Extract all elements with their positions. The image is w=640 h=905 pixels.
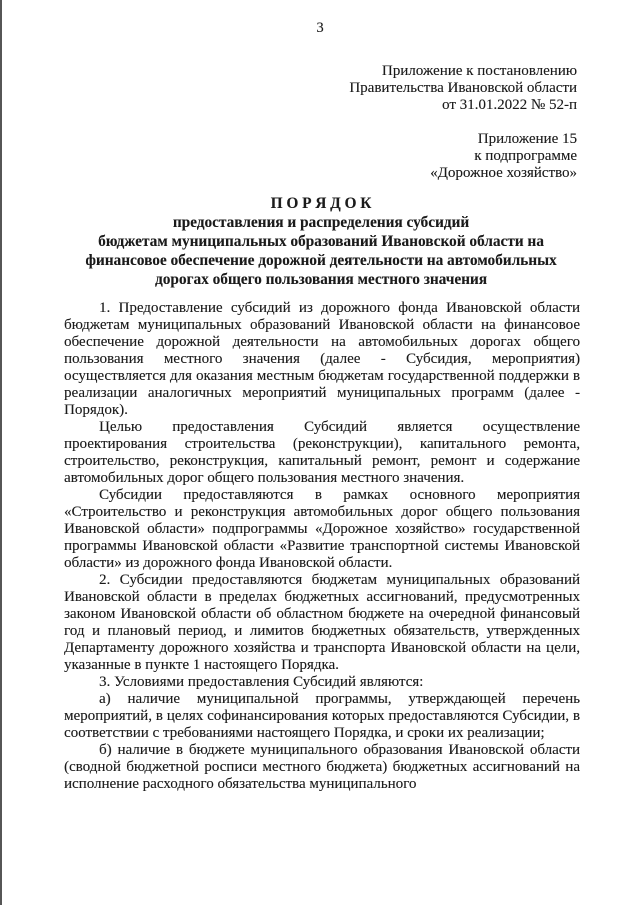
annex-reference-line: от 31.01.2022 № 52-п <box>442 97 577 113</box>
body-paragraph: а) наличие муниципальной программы, утверждающей перечень мероприятий, в целях софинансирования которых предоставляются Субсидии, в соответствии с требованиями настоящего Порядка, и сроки их реализации; <box>64 691 580 741</box>
document-title-line: бюджетам муниципальных образований Ивановской области на <box>98 233 544 250</box>
subprogram-reference <box>0 131 577 182</box>
body-paragraph: б) наличие в бюджете муниципального образования Ивановской области (сводной бюджетной росписи местного бюджета) бюджетных ассигнований на исполнение расходного обязательства муниципального <box>64 742 580 792</box>
document-title-line: П О Р Я Д О К <box>270 195 372 212</box>
document-title-line: предоставления и распределения субсидий <box>172 214 470 231</box>
annex-reference-line: Правительства Ивановской области <box>349 80 577 96</box>
body-paragraph: 3. Условиями предоставления Субсидий являются: <box>99 674 424 690</box>
scan-edge-artifact <box>0 0 2 905</box>
subprogram-reference-line: «Дорожное хозяйство» <box>430 165 577 181</box>
subprogram-reference-line: к подпрограмме <box>474 148 577 164</box>
document-title <box>0 194 640 289</box>
body-paragraph: Целью предоставления Субсидий является осуществление проектирования строительства (реконструкции), капитального ремонта, строительство, реконструкция, капитальный ремонт, ремонт и содержание автомобильных дорог общего пользования местного значения. <box>64 419 580 486</box>
document-title-line: финансовое обеспечение дорожной деятельности на автомобильных <box>85 252 557 269</box>
annex-reference <box>0 63 577 114</box>
document-body <box>64 300 580 793</box>
body-paragraph: Субсидии предоставляются в рамках основного мероприятия «Строительство и реконструкция автомобильных дорог общего пользования Ивановской области» подпрограммы «Дорожное хозяйство» государственной программы Ивановской области «Развитие транспортной системы Ивановской области» из дорожного фонда Ивановской области. <box>64 487 580 571</box>
document-title-line: дорогах общего пользования местного значения <box>154 271 488 288</box>
body-paragraph: 2. Субсидии предоставляются бюджетам муниципальных образований Ивановской области в пределах бюджетных ассигнований, предусмотренных законом Ивановской области об областном бюджете на очередной финансовый год и плановый период, и лимитов бюджетных обязательств, утвержденных Департаменту дорожного хозяйства и транспорта Ивановской области на цели, указанные в пункте 1 настоящего Порядка. <box>64 572 580 673</box>
page-number: 3 <box>316 20 324 36</box>
body-paragraph: 1. Предоставление субсидий из дорожного фонда Ивановской области бюджетам муниципальных образований Ивановской области на финансовое обеспечение дорожной деятельности на автомобильных дорогах общего пользования местного значения (далее - Субсидия, мероприятия) осуществляется для оказания местным бюджетам государственной поддержки в реализации аналогичных мероприятий муниципальных программ (далее - Порядок). <box>64 300 580 418</box>
annex-reference-line: Приложение к постановлению <box>381 63 577 79</box>
subprogram-reference-line: Приложение 15 <box>477 131 577 147</box>
